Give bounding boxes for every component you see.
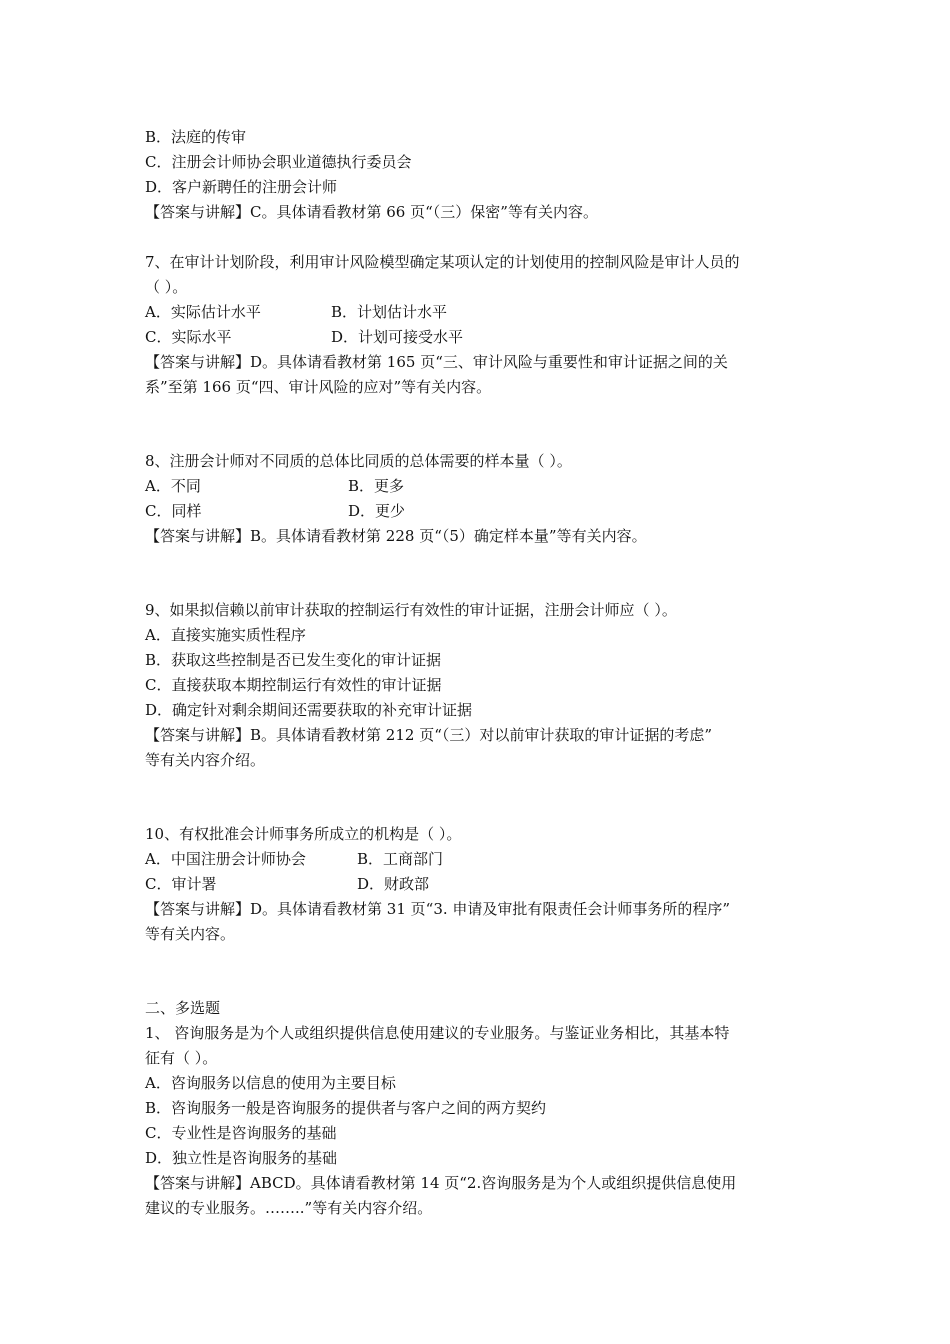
q8-option-d: D．更少 <box>348 502 406 520</box>
q9-option-d: D．确定针对剩余期间还需要获取的补充审计证据 <box>145 701 473 719</box>
prev-answer: 【答案与讲解】C。具体请看教材第 66 页“（三）保密”等有关内容。 <box>145 203 598 221</box>
prev-option-d: D．客户新聘任的注册会计师 <box>145 178 338 196</box>
q10-option-c: C．审计署 <box>145 875 217 893</box>
q7-stem-line1: 7、在审计计划阶段，利用审计风险模型确定某项认定的计划使用的控制风险是审计人员的 <box>145 253 740 271</box>
s2-q1-stem-line2: 征有（ ）。 <box>145 1049 218 1067</box>
q8-option-a: A．不同 <box>145 477 201 495</box>
q10-answer-line2: 等有关内容。 <box>145 925 236 943</box>
q10-option-b: B．工商部门 <box>357 850 444 868</box>
q7-option-b: B．计划估计水平 <box>331 303 448 321</box>
s2-q1-option-d: D．独立性是咨询服务的基础 <box>145 1149 338 1167</box>
q7-stem-line2: （ ）。 <box>145 278 188 296</box>
s2-q1-stem-line1: 1、 咨询服务是为个人或组织提供信息使用建议的专业服务。与鉴证业务相比，其基本特 <box>145 1024 730 1042</box>
q8-option-c: C．同样 <box>145 502 202 520</box>
q7-answer-line2: 系”至第 166 页“四、审计风险的应对”等有关内容。 <box>145 378 492 396</box>
q7-option-a: A．实际估计水平 <box>145 303 261 321</box>
q9-option-a: A．直接实施实质性程序 <box>145 626 306 644</box>
q7-answer-line1: 【答案与讲解】D。具体请看教材第 165 页“三、审计风险与重要性和审计证据之间的关 <box>145 353 728 371</box>
q7-option-c: C．实际水平 <box>145 328 232 346</box>
q9-option-c: C．直接获取本期控制运行有效性的审计证据 <box>145 676 442 694</box>
s2-q1-answer-line2: 建议的专业服务。……..”等有关内容介绍。 <box>145 1199 433 1217</box>
s2-q1-answer-line1: 【答案与讲解】ABCD。具体请看教材第 14 页“2.咨询服务是为个人或组织提供信息使用 <box>145 1174 737 1192</box>
q10-option-d: D．财政部 <box>357 875 430 893</box>
prev-option-b: B．法庭的传审 <box>145 128 247 146</box>
q8-option-b: B．更多 <box>348 477 405 495</box>
q8-answer: 【答案与讲解】B。具体请看教材第 228 页“（5）确定样本量”等有关内容。 <box>145 527 647 545</box>
q7-option-d: D．计划可接受水平 <box>331 328 464 346</box>
section2-heading: 二、多选题 <box>145 999 221 1017</box>
q10-stem: 10、有权批准会计师事务所成立的机构是（ ）。 <box>145 825 462 843</box>
s2-q1-option-b: B．咨询服务一般是咨询服务的提供者与客户之间的两方契约 <box>145 1099 547 1117</box>
s2-q1-option-a: A．咨询服务以信息的使用为主要目标 <box>145 1074 396 1092</box>
q9-option-b: B．获取这些控制是否已发生变化的审计证据 <box>145 651 442 669</box>
q9-answer-line2: 等有关内容介绍。 <box>145 751 266 769</box>
q10-option-a: A．中国注册会计师协会 <box>145 850 306 868</box>
s2-q1-option-c: C．专业性是咨询服务的基础 <box>145 1124 337 1142</box>
q10-answer-line1: 【答案与讲解】D。具体请看教材第 31 页“3. 申请及审批有限责任会计师事务所的程序” <box>145 900 731 918</box>
q8-stem: 8、注册会计师对不同质的总体比同质的总体需要的样本量（ ）。 <box>145 452 572 470</box>
prev-option-c: C．注册会计师协会职业道德执行委员会 <box>145 153 412 171</box>
q9-answer-line1: 【答案与讲解】B。具体请看教材第 212 页“（三）对以前审计获取的审计证据的考虑” <box>145 726 713 744</box>
q9-stem: 9、如果拟信赖以前审计获取的控制运行有效性的审计证据，注册会计师应（ ）。 <box>145 601 677 619</box>
